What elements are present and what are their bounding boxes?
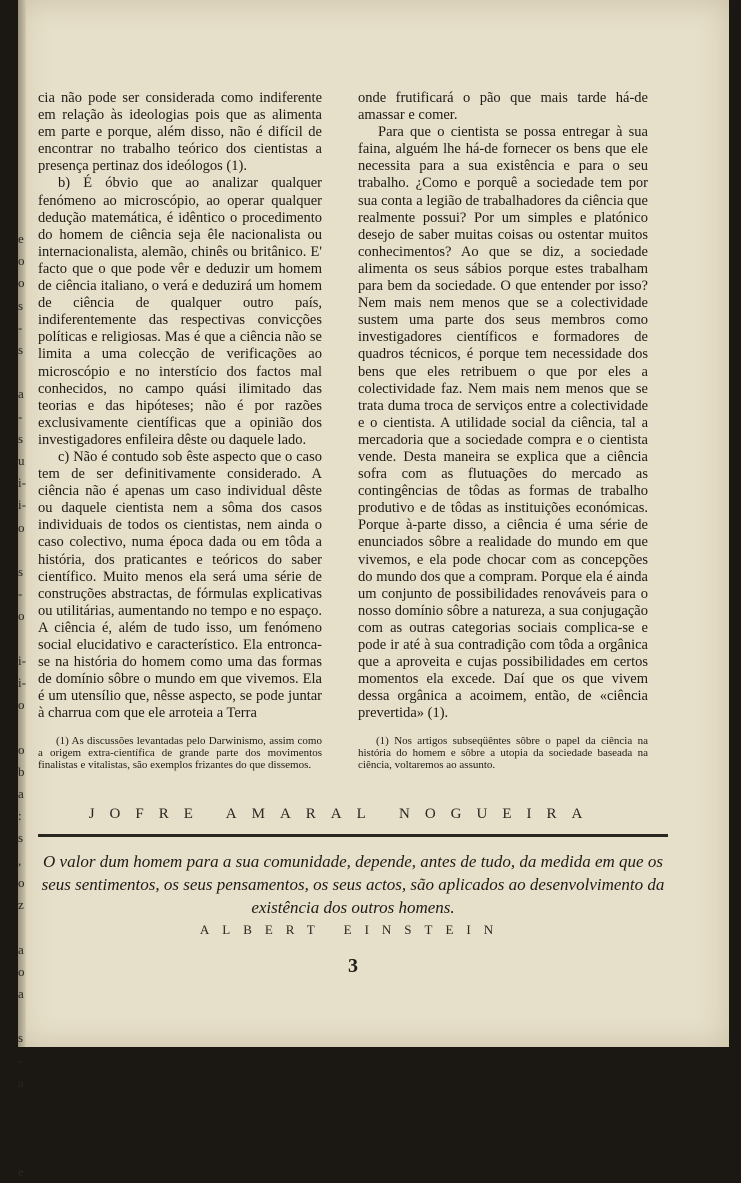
margin-letter bbox=[18, 1116, 32, 1138]
margin-letter bbox=[18, 628, 32, 650]
margin-letter: o bbox=[18, 275, 25, 291]
page-number: 3 bbox=[348, 955, 358, 977]
paragraph: onde frutificará o pão que mais tarde há-de amassar e comer. bbox=[358, 90, 648, 124]
paragraph: cia não pode ser considerada como indiferente em relação às ideologias pois que as alimenta em parte e porque, além disso, não é difícil de encontrar no trabalho teórico dos cientistas a presença pertinaz dos ideólogos (1). bbox=[38, 90, 322, 175]
margin-letter: o bbox=[18, 963, 25, 979]
margin-letter: o bbox=[18, 697, 25, 713]
margin-letter: i- bbox=[18, 675, 26, 691]
margin-letter: z bbox=[18, 897, 24, 913]
margin-letter bbox=[18, 716, 32, 738]
margin-letter: - bbox=[18, 319, 23, 335]
margin-letter bbox=[18, 1094, 32, 1116]
footnote-right bbox=[358, 735, 648, 772]
margin-letter: : bbox=[18, 808, 22, 824]
footnote-left bbox=[38, 735, 322, 772]
margin-letter: i- bbox=[18, 497, 26, 513]
margin-letter: s bbox=[18, 830, 24, 846]
einstein-quote: O valor dum homem para a sua comunidade, depende, antes de tudo, da medida em que os seus sentimentos, os seus pensamentos, os seus actos, são aplicados ao desenvolvimento da existência dos outros homens. bbox=[41, 852, 665, 917]
margin-letter: s bbox=[18, 564, 24, 580]
margin-letter: a bbox=[18, 941, 24, 957]
margin-letter: s bbox=[18, 1030, 24, 1046]
margin-letter: u bbox=[18, 453, 25, 469]
left-text-column bbox=[38, 90, 322, 722]
margin-letter: e bbox=[18, 1163, 24, 1179]
margin-letter: e bbox=[18, 231, 24, 246]
margin-letter: s bbox=[18, 342, 24, 358]
footnote-right-text: (1) Nos artigos subseqüêntes sôbre o papel da ciência na história do homem e sôbre a utopia da sociedade baseada na ciência, voltaremos ao assunto. bbox=[358, 735, 648, 772]
margin-letter: a bbox=[18, 786, 24, 802]
margin-letter: o bbox=[18, 874, 25, 890]
margin-letter: - bbox=[18, 408, 23, 424]
margin-letter: , bbox=[18, 852, 22, 868]
quote-author: ALBERT EINSTEIN bbox=[199, 922, 507, 937]
previous-page-margin-letters bbox=[18, 228, 32, 1183]
margin-letter bbox=[18, 1005, 32, 1027]
margin-letter bbox=[18, 539, 32, 561]
paragraph: Para que o cientista se possa entregar à sua faina, alguém lhe há-de fornecer os bens que ele necessita para a sua existência e para o seu trabalho. ¿Como e porquê a sociedade tem por sua conta a legião de trabalhadores da ciência que realmente possui? Por um simples e platónico desejo de saber muitas coisas ou ostentar muitos conhecimentos? Ao que se diz, a sociedade alimenta os seus sábios porque estes trabalham para bem da sociedade. O que entender por isso? Nem mais nem menos que se a colectividade sustem uma parte dos seus membros como investigadores científicos e formadores de quadros técnicos, é porque tem necessidade dos bens que eles retribuem o que por eles a colectividade faz. Nem mais nem menos que se trata duma troca de serviços entre a colectividade e o cientista. A utilidade social da ciência, tal a mercadoria que a sociedade compra e o cientista vende. Desta maneira se explica que a ciência sofra com as flutuações do mercado as contingências de tôdas as formas de trabalho produtivo e de tôdas as instituições económicas. Porque à-parte disso, a ciência é uma série de enunciados sôbre a realidade do mundo em que vivemos, e ela pode chocar com as concepções do mundo dos que a compram. Porque ela é ainda um conjunto de possibilidades renováveis para o nosso domínio sôbre a natureza, a sua conjugação com as outras categorias sociais complica-se e pode ir até à sua contradição com tôda a orgânica que a aproveita e cujas possibilidades em certos momentos ela excede. Daí que os que vivem dessa orgânica a acoimem, então, de «ciência prevertida» (1). bbox=[358, 124, 648, 722]
margin-letter: s bbox=[18, 297, 24, 313]
margin-letter bbox=[18, 361, 32, 383]
margin-letter bbox=[18, 916, 32, 938]
margin-letter: i- bbox=[18, 652, 26, 668]
paragraph: c) Não é contudo sob êste aspecto que o caso tem de ser definitivamente considerado. A ciência não é apenas um caso individual dêste ou daquele cientista nem a sôma dos casos individuais de todos os cientistas, nem ainda o caso colectivo, numa época dada ou em tôda a história, dos praticantes e teóricos do saber científico. Muito menos ela será uma série de construções abstractas, de fórmulas explicativas ou utilitárias, aumentando no tempo e no espaço. A ciência é, além de tudo isso, um fenómeno social elucidativo e característico. Ela entronca-se na história do homem como uma das formas de domínio sôbre o mundo em que vivemos. Ela é um utensílio que, nêsse aspecto, se pode juntar à charrua com que ele arroteia a Terra bbox=[38, 448, 322, 722]
margin-letter: b bbox=[18, 763, 25, 779]
margin-letter: - bbox=[18, 586, 23, 602]
margin-letter: o bbox=[18, 741, 25, 757]
margin-letter: i- bbox=[18, 475, 26, 491]
document-page bbox=[18, 0, 729, 1179]
margin-letter: a bbox=[18, 1074, 24, 1090]
margin-letter bbox=[18, 1138, 32, 1160]
article-author: JOFRE AMARAL NOGUEIRA bbox=[88, 806, 598, 822]
right-text-column bbox=[358, 90, 648, 722]
paragraph: b) É óbvio que ao analizar qualquer fenómeno ao microscópio, ao operar qualquer dedução matemática, é idêntico o procedimento do homem de ciência seja êle nacionalista ou internacionalista, alemão, chinês ou britânico. E' facto que o que pode vêr e deduzir um homem de ciência italiano, o verá e deduzirá um homem de ciência de qualquer outro país, indiferentemente das respectivas convicções políticas e religiosas. Mas é que a ciência não se limita a uma colecção de verificações ao microscópio e no interstício dos factos mal conhecidos, no campo quási ilimitado das teorias e das hipóteses; não é por razões exclusivamente científicas que a opinião dos investigadores enfileira dêste ou daquele lado. bbox=[38, 175, 322, 448]
margin-letter: o bbox=[18, 253, 25, 269]
margin-letter: o bbox=[18, 608, 25, 624]
section-divider bbox=[38, 834, 668, 837]
margin-letter: o bbox=[18, 519, 25, 535]
footnote-left-text: (1) As discussões levantadas pelo Darwinismo, assim como a origem extra-científica de grande parte dos movimentos finalistas e vitalistas, são exemplos frizantes do que dissemos. bbox=[38, 735, 322, 772]
margin-letter: - bbox=[18, 1052, 23, 1068]
margin-letter: a bbox=[18, 386, 24, 402]
margin-letter: s bbox=[18, 430, 24, 446]
margin-letter: a bbox=[18, 985, 24, 1001]
